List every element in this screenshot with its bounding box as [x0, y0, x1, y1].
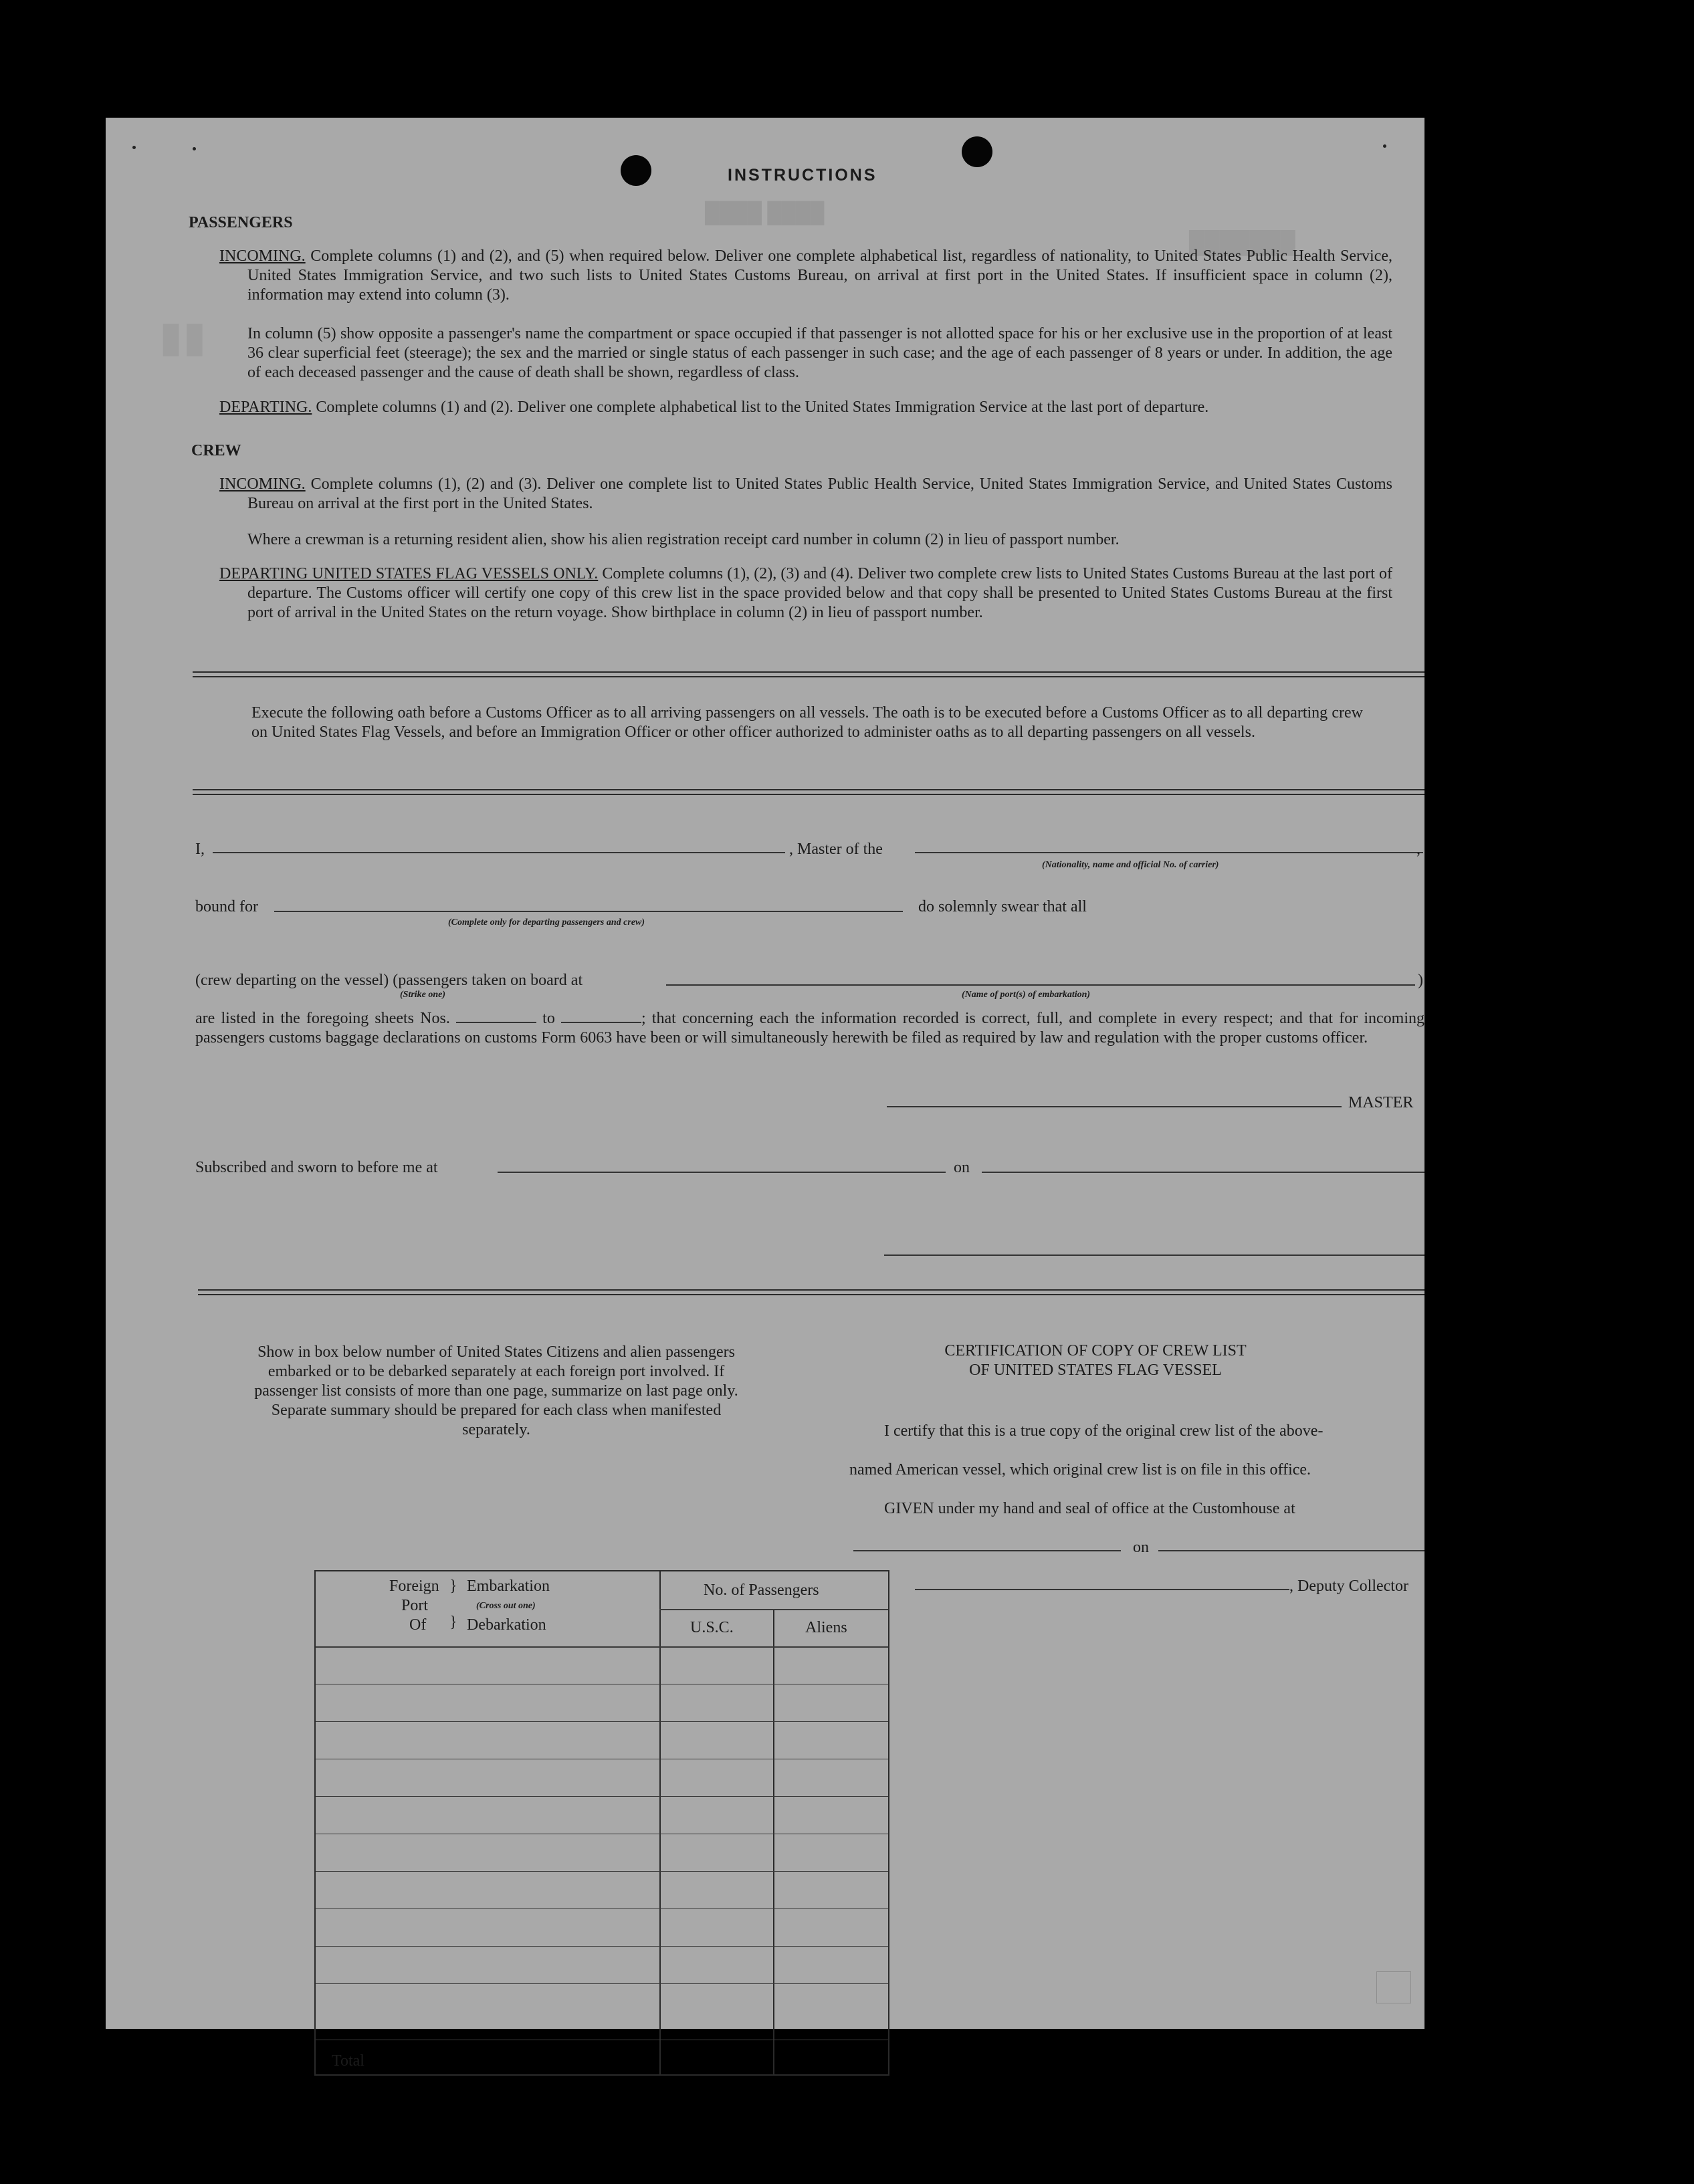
foreign-label: Foreign [389, 1577, 439, 1595]
listed-paragraph [195, 1008, 1424, 1048]
ports-field[interactable] [666, 984, 1415, 986]
divider [198, 1289, 1424, 1295]
ports-caption: (Name of port(s) of embarkation) [962, 990, 1091, 1000]
crew-departing-label: DEPARTING UNITED STATES FLAG VESSELS ONLY. [219, 565, 599, 582]
certification-line1: I certify that this is a true copy of the original crew list of the above- [884, 1422, 1324, 1440]
oath-i-label: I, [195, 841, 205, 858]
passengers-column5-paragraph: In column (5) show opposite a passenger's name the compartment or space occupied if that passenger is not allotted space for his or her exclusive use in the proportion of at least 36 clear superficial feet (steerage); the sex and the married or single status of each passenger in such case; and the age of each passenger of 8 years or under. In addition, the age of each deceased passenger and the cause of death shall be shown, regardless of class. [247, 325, 1392, 381]
table-row [316, 1946, 888, 1947]
master-label: MASTER [1348, 1094, 1414, 1111]
oath-intro: Execute the following oath before a Customs Officer as to all arriving passengers on all vessels. The oath is to be executed before a Customs Officer as to all departing crew on United States Flag Vessels, and before an Immigration Officer or other officer authorized to administer oaths as to all departing passengers on all vessels. [251, 704, 1363, 741]
table-divider [773, 1609, 774, 2074]
swear-label: do solemnly swear that all [918, 898, 1087, 915]
crew-departing-label: (crew departing on the vessel) (passengers taken on board at [195, 972, 583, 989]
vessel-field[interactable] [915, 852, 1423, 853]
bound-caption: (Complete only for departing passengers and crew) [448, 917, 645, 927]
speck [1383, 144, 1386, 148]
deputy-collector-field[interactable] [915, 1589, 1289, 1590]
bound-for-label: bound for [195, 898, 258, 915]
passengers-departing-text: Complete columns (1) and (2). Deliver one complete alphabetical list to the United States Immigration Service at the last port of departure. [316, 399, 1209, 416]
cross-out-caption: (Cross out one) [476, 1601, 536, 1611]
usc-label: U.S.C. [690, 1619, 734, 1636]
passengers-departing-label: DEPARTING. [219, 399, 312, 416]
table-row [316, 1983, 888, 1984]
certification-title-line1: CERTIFICATION OF COPY OF CREW LIST [944, 1342, 1247, 1359]
form-sheet [106, 118, 1424, 2070]
summary-instructions: Show in box below number of United States Citizens and alien passengers embarked or to be debarked separately at each foreign port involved. If passenger list consists of more than one page, summarize on last page only. Separate summary should be prepared for each class when manifested separately. [254, 1343, 738, 1438]
master-signature-field[interactable] [887, 1106, 1342, 1107]
punch-hole-right [962, 136, 992, 167]
table-row [316, 1796, 888, 1797]
faint-stamp-box [1376, 1971, 1411, 2003]
passengers-incoming-text: Complete columns (1) and (2), and (5) when required below. Deliver one complete alphabetical list, regardless of nationality, to United States Public Health Service, United States Immigration Service, and two such lists to United States Customs Bureau, on arrival at first port in the United States. If insufficient space in column (2), information may extend into column (3). [247, 247, 1393, 304]
nationality-caption: (Nationality, name and official No. of carrier) [1042, 860, 1219, 870]
speck [193, 147, 196, 150]
show-through-text: ███████ [1189, 230, 1295, 254]
form-title: INSTRUCTIONS [728, 166, 877, 185]
header-bottom [316, 1646, 888, 1648]
speck [132, 146, 136, 149]
comma: , [1416, 841, 1420, 858]
total-label: Total [332, 2052, 364, 2070]
strike-caption: (Strike one) [400, 990, 446, 1000]
listed-label: are listed in the foregoing sheets Nos. [195, 1010, 450, 1027]
passenger-summary-table [314, 1570, 889, 2076]
divider [193, 789, 1424, 795]
customhouse-field[interactable] [853, 1550, 1121, 1551]
table-row [316, 1721, 888, 1722]
certification-on-label: on [1133, 1539, 1149, 1556]
punch-hole-left [621, 155, 651, 186]
sheet-from-field[interactable] [456, 1008, 536, 1023]
brace-bottom: } [449, 1614, 457, 1631]
bound-for-field[interactable] [274, 911, 903, 912]
crew-departing-text: Complete columns (1), (2), (3) and (4). Deliver two complete crew lists to United States Customs Bureau at the last port of departure. The Customs officer will certify one copy of this crew list in the space provided below and that copy shall be presented to United States Customs Bureau at the first port of arrival in the United States on the return voyage. Show birthplace in column (2) in lieu of passport number. [247, 565, 1393, 621]
oath-master-of-label: , Master of the [789, 841, 883, 858]
close-paren: ) [1418, 972, 1423, 989]
certification-date-field[interactable] [1158, 1550, 1424, 1551]
to-label: to [542, 1010, 555, 1027]
passengers-departing-paragraph [219, 398, 1396, 417]
certification-title-line2: OF UNITED STATES FLAG VESSEL [969, 1361, 1222, 1379]
show-through-text: ████ ████ [705, 202, 825, 224]
show-through-text: ▮▮ [159, 312, 207, 360]
sworn-place-field[interactable] [498, 1172, 946, 1173]
sworn-date-field[interactable] [982, 1172, 1424, 1173]
certification-line2: named American vessel, which original crew list is on file in this office. [849, 1461, 1311, 1479]
certification-line3: GIVEN under my hand and seal of office at the Customhouse at [884, 1500, 1295, 1517]
brace-top: } [449, 1577, 457, 1595]
crew-heading: CREW [191, 442, 241, 459]
crew-resident-paragraph: Where a crewman is a returning resident alien, show his alien registration receipt card number in column (2) in lieu of passport number. [247, 531, 1120, 548]
deputy-collector-label: , Deputy Collector [1289, 1577, 1408, 1595]
crew-incoming-paragraph [219, 475, 1392, 514]
officer-signature-field[interactable] [884, 1254, 1424, 1256]
divider [193, 671, 1424, 677]
table-row [316, 1871, 888, 1872]
port-label: Port [401, 1597, 429, 1614]
header-divider [659, 1609, 888, 1610]
passengers-heading: PASSENGERS [189, 214, 293, 231]
embarkation-label: Embarkation [467, 1577, 550, 1595]
crew-incoming-text: Complete columns (1), (2) and (3). Deliver one complete list to United States Public Health Service, United States Immigration Service, and United States Customs Bureau on arrival at the first port in the United States. [247, 475, 1392, 512]
subscribed-label: Subscribed and sworn to before me at [195, 1159, 438, 1176]
debarkation-label: Debarkation [467, 1616, 546, 1634]
passengers-incoming-paragraph [219, 247, 1393, 305]
aliens-label: Aliens [805, 1619, 847, 1636]
crew-incoming-label: INCOMING. [219, 475, 306, 493]
sheet-to-field[interactable] [561, 1008, 641, 1023]
crew-departing-paragraph [219, 564, 1393, 623]
listed-rest: ; that concerning each the information recorded is correct, full, and complete in every respect; and that for incoming passengers customs baggage declarations on customs Form 6063 have been or will simultaneously herewith be filed as required by law and regulation with the proper customs officer. [195, 1010, 1424, 1047]
oath-on-label: on [954, 1159, 970, 1176]
master-name-field[interactable] [213, 852, 785, 853]
of-label: Of [409, 1616, 427, 1634]
table-row [316, 1908, 888, 1909]
no-passengers-label: No. of Passengers [704, 1581, 819, 1599]
passengers-incoming-label: INCOMING. [219, 247, 306, 265]
